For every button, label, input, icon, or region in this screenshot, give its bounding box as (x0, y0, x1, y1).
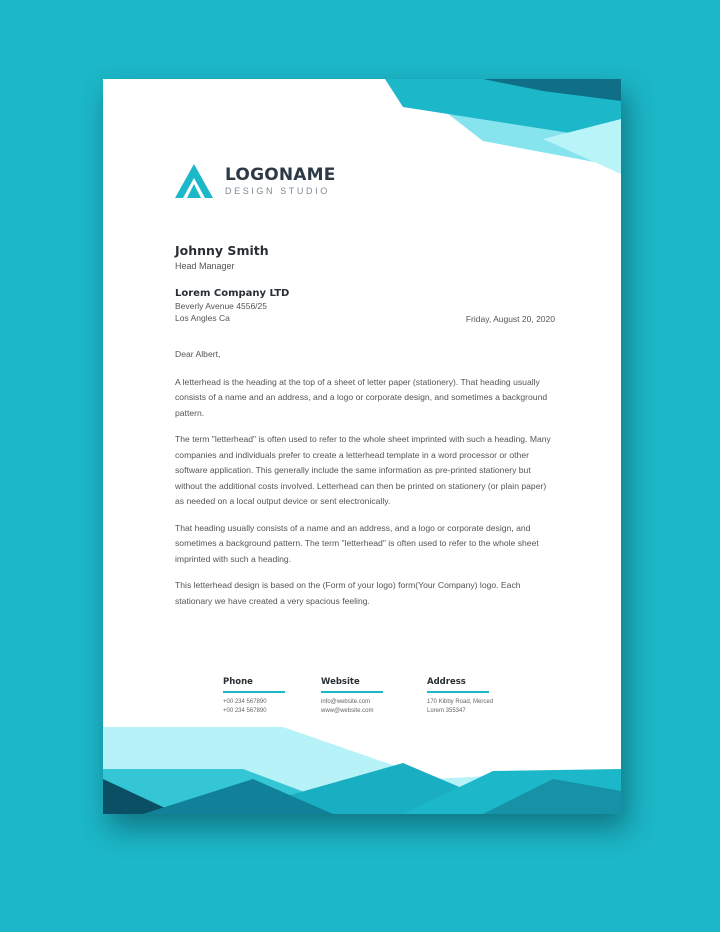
sender-block (175, 243, 269, 271)
logo-name: LOGONAME (225, 164, 336, 185)
company-address-line1: Beverly Avenue 4556/25 (175, 301, 267, 311)
address-line: Lorem 355347 (427, 707, 466, 714)
company-block (175, 288, 289, 323)
divider (223, 691, 285, 693)
divider (321, 691, 383, 693)
letterhead-sheet (103, 79, 621, 814)
paragraph: This letterhead design is based on the (Form of your logo) form(Your Company) logo. Each stationary we have created a very spacious feeling. (175, 580, 521, 606)
sender-role: Head Manager (175, 261, 235, 271)
logo (175, 164, 336, 198)
address-line: 170 Kibby Road, Merced (427, 698, 494, 705)
letter-date: Friday, August 20, 2020 (465, 314, 555, 324)
footer-phone (223, 677, 285, 716)
footer-address (427, 677, 493, 716)
website-line: www@website.com (321, 707, 374, 714)
address-title: Address (427, 677, 466, 687)
company-name: Lorem Company LTD (175, 288, 290, 299)
phone-line: +00 234 567890 (223, 698, 267, 705)
phone-line: +00 234 567890 (223, 707, 267, 714)
paragraph: That heading usually consists of a name and an address, and a logo or corporate design, and sometimes a background pattern. The term "letterhead" is often used to refer to the whole sheet imprinted with such a heading. (175, 522, 539, 564)
website-line: info@website.com (321, 698, 371, 705)
company-address-line2: Los Angles Ca (175, 313, 230, 323)
greeting: Dear Albert, (175, 349, 221, 359)
logo-tagline: DESIGN STUDIO (225, 185, 330, 196)
footer-website (321, 677, 383, 716)
letter-body (175, 347, 557, 620)
sender-name: Johnny Smith (175, 243, 269, 258)
divider (427, 691, 489, 693)
paragraph: The term "letterhead" is often used to refer to the whole sheet imprinted with such a heading. Many companies and individuals prefer to create a letterhead template in a word processor or other software application. This generally include the same information as pre-printed stationery but without the additional costs involved. Letterhead can then be printed on stationery (or plain paper) as needed on a local output device or sent electronically. (175, 434, 551, 506)
website-title: Website (321, 677, 360, 687)
logo-mark-icon (175, 164, 213, 198)
phone-title: Phone (223, 677, 253, 687)
paragraph: A letterhead is the heading at the top of a sheet of letter paper (stationery). That heading usually consists of a name and an address, and a logo or corporate design, and sometimes a background pattern. (175, 376, 548, 418)
